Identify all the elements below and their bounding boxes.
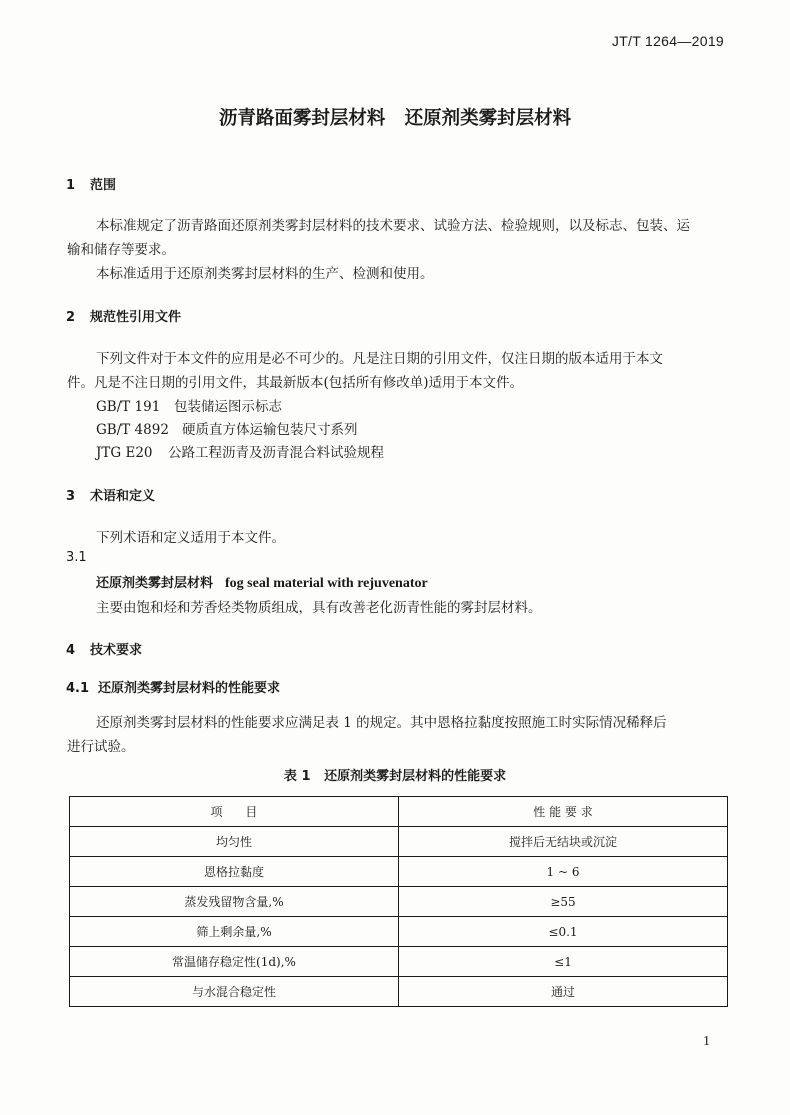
section-title: 范围 bbox=[90, 178, 117, 193]
section-1-para1-line1: 本标准规定了沥青路面还原剂类雾封层材料的技术要求、试验方法、检验规则，以及标志、包装、运 bbox=[96, 218, 690, 234]
table-row bbox=[70, 947, 728, 977]
reference-code: GB/T 191 bbox=[96, 399, 161, 415]
section-4-heading bbox=[66, 639, 142, 658]
requirement-cell: 通过 bbox=[399, 977, 728, 1007]
requirement-cell: 1 ~ 6 bbox=[399, 857, 728, 887]
section-number: 1 bbox=[66, 178, 76, 193]
term-entry bbox=[96, 572, 428, 592]
table-header-row bbox=[70, 797, 728, 827]
section-number: 4 bbox=[66, 643, 76, 658]
section-1-heading bbox=[66, 174, 116, 193]
table-row bbox=[70, 827, 728, 857]
section-2-intro-line1: 下列文件对于本文件的应用是必不可少的。凡是注日期的引用文件，仅注日期的版本适用于本文 bbox=[96, 351, 663, 367]
performance-table bbox=[69, 796, 728, 1007]
section-2-heading bbox=[66, 306, 181, 325]
reference-code: GB/T 4892 bbox=[96, 422, 169, 438]
section-4-para-line2: 进行试验。 bbox=[67, 739, 135, 755]
subsection-4-1-heading bbox=[66, 677, 280, 696]
requirement-cell: ≤1 bbox=[399, 947, 728, 977]
reference-title: 包装储运图示标志 bbox=[174, 399, 282, 415]
item-cell: 恩格拉黏度 bbox=[70, 857, 399, 887]
section-3-intro: 下列术语和定义适用于本文件。 bbox=[96, 530, 285, 546]
item-cell: 筛上剩余量,% bbox=[70, 917, 399, 947]
section-title: 术语和定义 bbox=[90, 489, 156, 504]
requirement-cell: ≤0.1 bbox=[399, 917, 728, 947]
term-definition: 主要由饱和烃和芳香烃类物质组成，具有改善老化沥青性能的雾封层材料。 bbox=[96, 600, 542, 616]
column-header-requirement: 性 能 要 求 bbox=[399, 797, 728, 827]
table-row bbox=[70, 977, 728, 1007]
section-1-para2: 本标准适用于还原剂类雾封层材料的生产、检测和使用。 bbox=[96, 266, 434, 282]
section-number: 2 bbox=[66, 310, 76, 325]
term-number: 3.1 bbox=[66, 550, 87, 565]
reference-code: JTG E20 bbox=[96, 445, 153, 461]
requirement-cell: 搅拌后无结块或沉淀 bbox=[399, 827, 728, 857]
section-3-heading bbox=[66, 485, 155, 504]
item-cell: 常温储存稳定性(1d),% bbox=[70, 947, 399, 977]
section-4-para-line1: 还原剂类雾封层材料的性能要求应满足表 1 的规定。其中恩格拉黏度按照施工时实际情况稀释后 bbox=[96, 715, 667, 731]
section-title: 技术要求 bbox=[90, 643, 143, 658]
reference-item bbox=[96, 441, 384, 461]
table-row bbox=[70, 887, 728, 917]
page-title: 沥青路面雾封层材料 还原剂类雾封层材料 bbox=[218, 108, 572, 129]
column-header-item: 项 目 bbox=[70, 797, 399, 827]
section-1-para1-line2: 输和储存等要求。 bbox=[67, 242, 175, 258]
table-row bbox=[70, 857, 728, 887]
requirement-cell: ≥55 bbox=[399, 887, 728, 917]
table-row bbox=[70, 917, 728, 947]
item-cell: 均匀性 bbox=[70, 827, 399, 857]
reference-title: 硬质直方体运输包装尺寸系列 bbox=[182, 422, 358, 438]
item-cell: 蒸发残留物含量,% bbox=[70, 887, 399, 917]
term-english: fog seal material with rejuvenator bbox=[225, 576, 428, 591]
page-number: 1 bbox=[703, 1034, 710, 1049]
reference-item bbox=[96, 418, 358, 438]
item-cell: 与水混合稳定性 bbox=[70, 977, 399, 1007]
standard-code: JT/T 1264—2019 bbox=[611, 33, 724, 49]
section-2-intro-line2: 件。凡是不注日期的引用文件，其最新版本(包括所有修改单)适用于本文件。 bbox=[67, 375, 524, 391]
section-number: 3 bbox=[66, 489, 76, 504]
reference-title: 公路工程沥青及沥青混合料试验规程 bbox=[168, 445, 384, 461]
reference-item bbox=[96, 395, 282, 415]
table-caption: 表 1 还原剂类雾封层材料的性能要求 bbox=[283, 769, 507, 784]
subsection-title: 还原剂类雾封层材料的性能要求 bbox=[98, 681, 281, 696]
section-title: 规范性引用文件 bbox=[90, 310, 182, 325]
subsection-number: 4.1 bbox=[66, 681, 90, 696]
term-chinese: 还原剂类雾封层材料 bbox=[96, 576, 214, 591]
